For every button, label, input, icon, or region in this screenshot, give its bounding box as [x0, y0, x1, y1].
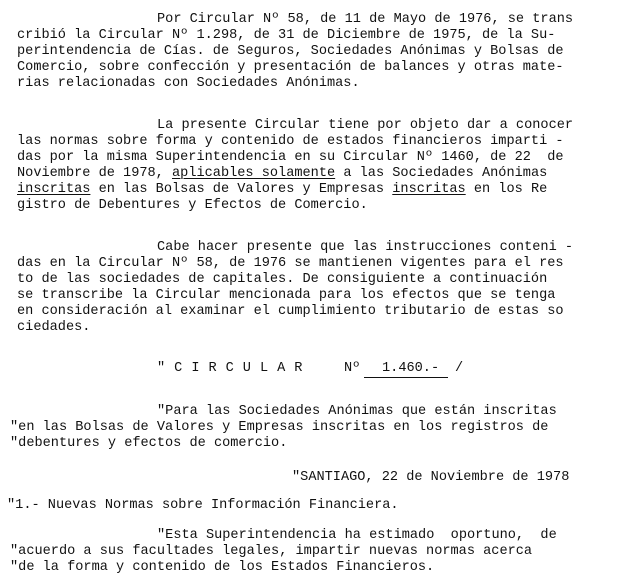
paragraph-3-line: das en la Circular Nº 58, de 1976 se mantienen vigentes para el res: [17, 256, 564, 271]
paragraph-2-line: La presente Circular tiene por objeto dar a conocer: [157, 118, 574, 133]
paragraph-2-line: [17, 182, 547, 198]
paragraph-3-line: Cabe hacer presente que las instrucciones conteni -: [157, 240, 574, 255]
paragraph-4-line: "en las Bolsas de Valores y Empresas inscritas en los registros de: [10, 420, 549, 435]
paragraph-1-line: perintendencia de Cías. de Seguros, Sociedades Anónimas y Bolsas de: [17, 44, 564, 59]
paragraph-4-line: "Para las Sociedades Anónimas que están inscritas: [157, 404, 557, 419]
circular-slash: /: [455, 361, 464, 376]
underlined-emphasis: inscritas: [392, 182, 466, 197]
section-1-title: "1.- Nuevas Normas sobre Información Financiera.: [7, 498, 399, 513]
paragraph-5-line: "Esta Superintendencia ha estimado oportuno, de: [157, 528, 557, 543]
paragraph-4-line: "debentures y efectos de comercio.: [10, 436, 288, 451]
paragraph-5-line: "acuerdo a sus facultades legales, impartir nuevas normas acerca: [10, 544, 533, 559]
paragraph-1-line: rias relacionadas con Sociedades Anónimas.: [17, 76, 360, 91]
paragraph-2-line: las normas sobre forma y contenido de estados financieros imparti -: [17, 134, 564, 149]
text-run: en los Re: [465, 182, 548, 197]
paragraph-1-line: Por Circular Nº 58, de 11 de Mayo de 1976, se trans: [157, 12, 574, 27]
paragraph-1-line: cribió la Circular Nº 1.298, de 31 de Diciembre de 1975, de la Su-: [17, 28, 556, 43]
paragraph-2-line: gistro de Debentures y Efectos de Comercio.: [17, 198, 368, 213]
underlined-emphasis: aplicables solamente: [172, 166, 336, 181]
text-run: en las Bolsas de Valores y Empresas: [90, 182, 393, 197]
circular-label: "CIRCULAR: [157, 361, 312, 376]
circular-number-underline: [364, 377, 448, 378]
circular-number-prefix: Nº: [344, 361, 361, 376]
paragraph-3-line: to de las sociedades de capitales. De consiguiente a continuación: [17, 272, 548, 287]
circular-number: 1.460.-: [382, 361, 440, 376]
underlined-emphasis: inscritas: [17, 182, 91, 197]
paragraph-3-line: en consideración al examinar el cumplimiento tributario de estas so: [17, 304, 564, 319]
paragraph-5-line: "de la forma y contenido de los Estados Financieros.: [10, 560, 435, 575]
paragraph-1-line: Comercio, sobre confección y presentación de balances y otras mate-: [17, 60, 564, 75]
dateline: "SANTIAGO, 22 de Noviembre de 1978: [292, 470, 570, 485]
paragraph-2-line: [17, 166, 547, 182]
paragraph-3-line: se transcribe la Circular mencionada para los efectos que se tenga: [17, 288, 556, 303]
paragraph-2-line: das por la misma Superintendencia en su Circular Nº 1460, de 22 de: [17, 150, 564, 165]
text-run: Noviembre de 1978,: [17, 166, 172, 181]
text-run: a las Sociedades Anónimas: [335, 166, 548, 181]
paragraph-3-line: ciedades.: [17, 320, 91, 335]
